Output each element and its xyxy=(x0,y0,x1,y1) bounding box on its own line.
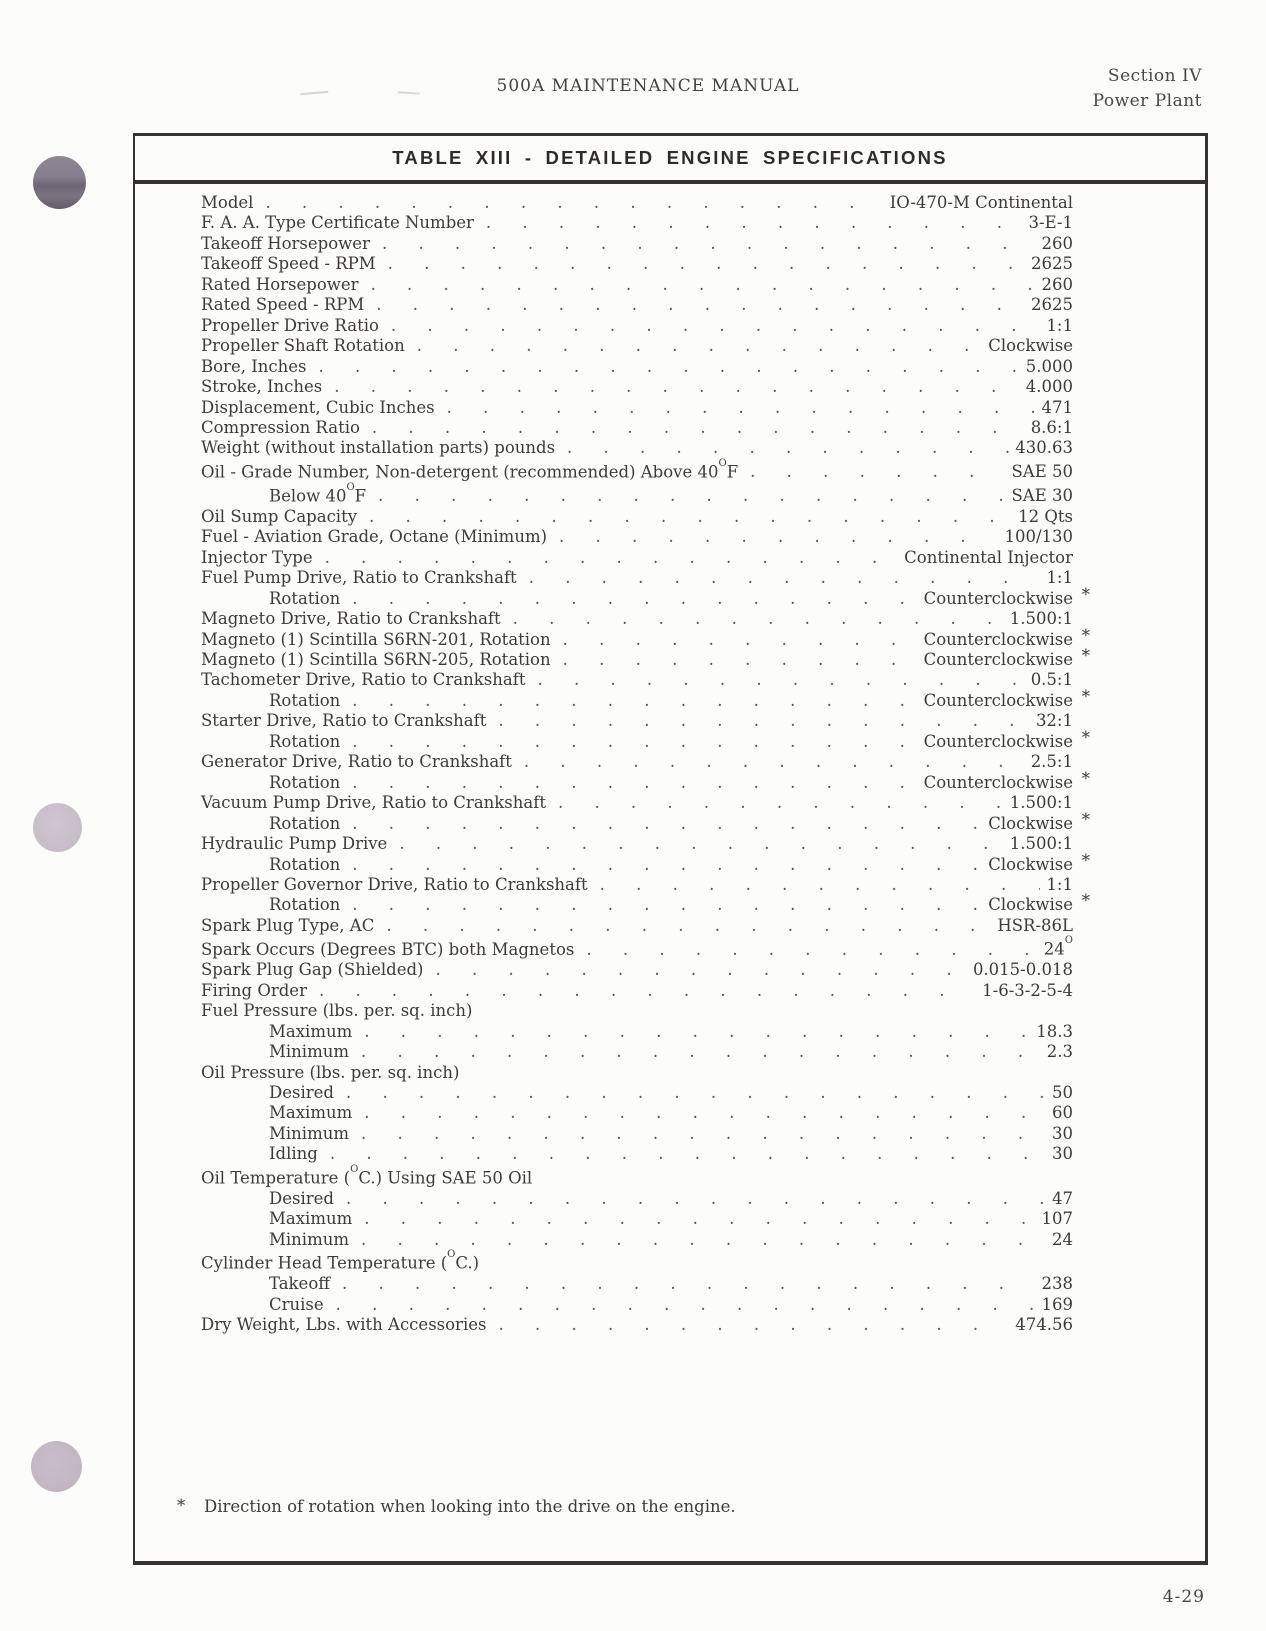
dot-leader xyxy=(318,357,1019,377)
footnote xyxy=(177,1497,736,1516)
spec-label: Injector Type xyxy=(201,547,313,567)
spec-row xyxy=(135,438,1205,458)
dot-leader xyxy=(524,752,1025,772)
spec-row xyxy=(135,1083,1205,1103)
dot-leader xyxy=(330,1144,1046,1164)
spec-value: 2.3 xyxy=(1046,1042,1073,1062)
dot-leader xyxy=(342,1274,1036,1294)
spec-label: Takeoff Horsepower xyxy=(201,233,370,253)
spec-value: 3-E-1 xyxy=(1028,213,1073,233)
spec-label: Rated Horsepower xyxy=(201,274,359,294)
pencil-mark xyxy=(398,83,421,95)
dot-leader xyxy=(563,650,918,670)
dot-leader xyxy=(352,814,982,834)
spec-label: Maximum xyxy=(269,1103,353,1123)
spec-label: Fuel Pump Drive, Ratio to Crankshaft xyxy=(201,568,517,588)
dot-leader xyxy=(558,793,1004,813)
spec-label: Minimum xyxy=(269,1042,349,1062)
page-number: 4-29 xyxy=(1162,1587,1205,1607)
dot-leader xyxy=(563,630,918,650)
spec-label: Propeller Governor Drive, Ratio to Crankshaft xyxy=(201,874,588,894)
spec-row xyxy=(135,527,1205,547)
spec-label: Rotation xyxy=(269,731,341,751)
dot-leader xyxy=(382,234,1036,254)
spec-label: Rated Speed - RPM xyxy=(201,295,365,315)
spec-value: Counterclockwise xyxy=(923,731,1073,751)
spec-label: Firing Order xyxy=(201,980,307,1000)
spec-value: 1:1 xyxy=(1046,315,1073,335)
dot-leader xyxy=(325,548,899,568)
superscript-o: O xyxy=(346,481,355,493)
spec-value: 260 xyxy=(1041,233,1073,253)
spec-value: Clockwise xyxy=(988,895,1073,915)
spec-value: 1-6-3-2-5-4 xyxy=(982,980,1073,1000)
spec-value: SAE 30 xyxy=(1011,486,1073,506)
rotation-footnote-marker: * xyxy=(1081,727,1090,747)
rotation-footnote-marker: * xyxy=(1081,891,1090,911)
spec-label: Idling xyxy=(269,1144,318,1164)
spec-value: 18.3 xyxy=(1036,1021,1073,1041)
spec-label: Spark Plug Gap (Shielded) xyxy=(201,960,424,980)
spec-value: 1.500:1 xyxy=(1009,793,1073,813)
spec-label: Rotation xyxy=(269,895,341,915)
spec-label: Rotation xyxy=(269,588,341,608)
dot-leader xyxy=(417,336,983,356)
spec-value: 1.500:1 xyxy=(1009,834,1073,854)
spec-row xyxy=(135,625,1205,650)
spec-label: Desired xyxy=(269,1188,334,1208)
spec-label: Starter Drive, Ratio to Crankshaft xyxy=(201,711,487,731)
spec-value: SAE 50 xyxy=(1011,462,1073,482)
spec-row xyxy=(135,1165,1205,1189)
spec-row xyxy=(135,483,1205,507)
spec-value: 8.6:1 xyxy=(1030,417,1073,437)
spec-row xyxy=(135,418,1205,438)
section-header xyxy=(1093,64,1202,114)
dot-leader xyxy=(364,1022,1030,1042)
spec-label: Dry Weight, Lbs. with Accessories xyxy=(201,1314,487,1334)
spec-row xyxy=(135,193,1205,213)
spec-label: Magneto Drive, Ratio to Crankshaft xyxy=(201,609,501,629)
spec-label: Takeoff Speed - RPM xyxy=(201,254,376,274)
spec-row xyxy=(135,459,1205,483)
punch-hole xyxy=(33,156,86,209)
spec-row xyxy=(135,875,1205,895)
spec-row xyxy=(135,670,1205,690)
dot-leader xyxy=(750,462,1005,482)
spec-value: Clockwise xyxy=(988,336,1073,356)
spec-row xyxy=(135,850,1205,875)
spec-value: 2625 xyxy=(1031,254,1073,274)
spec-label: Maximum xyxy=(269,1209,353,1229)
dot-leader xyxy=(513,609,1004,629)
spec-row xyxy=(135,711,1205,731)
spec-label: Oil Sump Capacity xyxy=(201,506,358,526)
spec-row xyxy=(135,809,1205,834)
spec-value: 5.000 xyxy=(1025,356,1073,376)
spec-row xyxy=(135,357,1205,377)
dot-leader xyxy=(361,1042,1041,1062)
rotation-footnote-marker: * xyxy=(1081,850,1090,870)
spec-row xyxy=(135,377,1205,397)
rotation-footnote-marker: * xyxy=(1081,645,1090,665)
spec-value: 47 xyxy=(1052,1188,1073,1208)
spec-value: 1:1 xyxy=(1046,874,1073,894)
rotation-footnote-marker: * xyxy=(1081,809,1090,829)
spec-label: Stroke, Inches xyxy=(201,377,323,397)
dot-leader xyxy=(352,589,917,609)
spec-row xyxy=(135,548,1205,568)
superscript-o: O xyxy=(718,457,727,469)
dot-leader xyxy=(369,507,1012,527)
spec-label: Fuel - Aviation Grade, Octane (Minimum) xyxy=(201,527,548,547)
dot-leader xyxy=(352,773,917,793)
spec-label: Takeoff xyxy=(269,1274,330,1294)
dot-leader xyxy=(447,398,1036,418)
dot-leader xyxy=(391,316,1041,336)
spec-label: Bore, Inches xyxy=(201,356,307,376)
spec-label: Oil Temperature ($^O$C.) Using SAE 50 Oil xyxy=(201,1163,533,1188)
dot-leader xyxy=(567,438,1009,458)
spec-label: Rotation xyxy=(269,690,341,710)
spec-value: 1.500:1 xyxy=(1009,609,1073,629)
rotation-footnote-marker: * xyxy=(1081,686,1090,706)
rotation-footnote-marker: * xyxy=(1081,768,1090,788)
dot-leader xyxy=(378,486,1005,506)
spec-value: 60 xyxy=(1052,1103,1073,1123)
superscript-o: O xyxy=(447,1249,456,1261)
spec-value: 50 xyxy=(1052,1082,1073,1102)
spec-row xyxy=(135,727,1205,752)
spec-value: 474.56 xyxy=(1015,1314,1073,1334)
dot-leader xyxy=(586,940,1037,960)
rotation-footnote-marker: * xyxy=(1081,584,1090,604)
spec-value: 0.5:1 xyxy=(1030,670,1073,690)
punch-hole xyxy=(31,1441,82,1492)
superscript-o: O xyxy=(350,1163,359,1175)
spec-value: 260 xyxy=(1041,274,1073,294)
spec-value: HSR-86L xyxy=(997,915,1073,935)
spec-value: Clockwise xyxy=(988,854,1073,874)
spec-row xyxy=(135,686,1205,711)
spec-row xyxy=(135,316,1205,336)
spec-value: IO-470-M Continental xyxy=(889,193,1073,212)
spec-row xyxy=(135,1209,1205,1229)
manual-title: 500A MAINTENANCE MANUAL xyxy=(496,76,800,96)
spec-row xyxy=(135,1295,1205,1315)
spec-label: F. A. A. Type Certificate Number xyxy=(201,213,474,233)
spec-label: Model xyxy=(201,193,254,212)
spec-value: Counterclockwise xyxy=(923,629,1073,649)
spec-row xyxy=(135,1144,1205,1164)
engine-specifications-table xyxy=(133,133,1208,1565)
footnote-asterisk: * xyxy=(177,1496,186,1515)
section-subject: Power Plant xyxy=(1092,91,1202,111)
spec-row xyxy=(135,1274,1205,1294)
spec-value: Clockwise xyxy=(988,813,1073,833)
spec-label: Oil - Grade Number, Non-detergent (recommended) Above $40^OF$ xyxy=(201,457,739,482)
spec-row xyxy=(135,398,1205,418)
punch-hole xyxy=(33,803,82,852)
spec-label: Maximum xyxy=(269,1021,353,1041)
spec-value: 2.5:1 xyxy=(1030,752,1073,772)
rotation-footnote-marker: * xyxy=(1081,625,1090,645)
dot-leader xyxy=(352,691,917,711)
spec-value: 12 Qts xyxy=(1018,506,1073,526)
spec-row xyxy=(135,234,1205,254)
spec-label: Spark Occurs (Degrees BTC) both Magnetos xyxy=(201,939,575,959)
spec-value: 30 xyxy=(1052,1123,1073,1143)
dot-leader xyxy=(435,960,966,980)
spec-label: Rotation xyxy=(269,813,341,833)
spec-value: 24 xyxy=(1052,1229,1073,1249)
dot-leader xyxy=(336,1295,1036,1315)
spec-value: 430.63 xyxy=(1015,438,1073,458)
dot-leader xyxy=(559,527,998,547)
spec-rows xyxy=(135,184,1205,1335)
dot-leader xyxy=(386,916,991,936)
dot-leader xyxy=(498,711,1030,731)
spec-label: Vacuum Pump Drive, Ratio to Crankshaft xyxy=(201,793,546,813)
spec-label: Cylinder Head Temperature ($^O$C.) xyxy=(201,1249,480,1273)
spec-row xyxy=(135,295,1205,315)
spec-row xyxy=(135,645,1205,670)
spec-row xyxy=(135,1042,1205,1062)
spec-row xyxy=(135,1315,1205,1335)
spec-label: Tachometer Drive, Ratio to Crankshaft xyxy=(201,670,526,690)
spec-row xyxy=(135,568,1205,588)
dot-leader xyxy=(600,875,1041,895)
dot-leader xyxy=(537,670,1024,690)
dot-leader xyxy=(352,732,917,752)
dot-leader xyxy=(486,213,1023,233)
spec-label: Displacement, Cubic Inches xyxy=(201,397,435,417)
dot-leader xyxy=(371,275,1036,295)
footnote-text: Direction of rotation when looking into the drive on the engine. xyxy=(204,1497,736,1516)
spec-row xyxy=(135,507,1205,527)
spec-label: Rotation xyxy=(269,772,341,792)
dot-leader xyxy=(376,295,1025,315)
spec-value: 471 xyxy=(1041,397,1073,417)
dot-leader xyxy=(399,834,1003,854)
spec-row xyxy=(135,1230,1205,1250)
spec-label: Compression Ratio xyxy=(201,417,360,437)
spec-label: Minimum xyxy=(269,1123,349,1143)
table-title: TABLE XIII - DETAILED ENGINE SPECIFICATIONS xyxy=(135,136,1205,184)
spec-label: Propeller Drive Ratio xyxy=(201,315,379,335)
spec-row xyxy=(135,768,1205,793)
dot-leader xyxy=(265,193,883,213)
spec-label: Minimum xyxy=(269,1229,349,1249)
spec-value: 238 xyxy=(1041,1274,1073,1294)
spec-row xyxy=(135,916,1205,936)
spec-label: Fuel Pressure (lbs. per. sq. inch) xyxy=(201,1001,473,1021)
spec-row xyxy=(135,936,1205,960)
spec-row xyxy=(135,891,1205,915)
spec-value: 1:1 xyxy=(1046,568,1073,588)
spec-value: Continental Injector xyxy=(904,547,1073,567)
spec-value: Counterclockwise xyxy=(923,690,1073,710)
superscript-o: O xyxy=(1064,935,1073,947)
spec-row xyxy=(135,1189,1205,1209)
dot-leader xyxy=(498,1315,1009,1335)
spec-row xyxy=(135,275,1205,295)
dot-leader xyxy=(372,418,1025,438)
spec-label: Below $40^OF$ xyxy=(269,481,367,506)
spec-value: Counterclockwise xyxy=(923,588,1073,608)
dot-leader xyxy=(319,981,976,1001)
spec-row xyxy=(135,1103,1205,1123)
spec-label: Hydraulic Pump Drive xyxy=(201,834,388,854)
spec-row xyxy=(135,213,1205,233)
dot-leader xyxy=(346,1083,1046,1103)
dot-leader xyxy=(346,1189,1046,1209)
spec-value: 0.015-0.018 xyxy=(972,960,1073,980)
spec-row xyxy=(135,1063,1205,1083)
dot-leader xyxy=(529,568,1041,588)
spec-label: Cruise xyxy=(269,1294,324,1314)
spec-value: 4.000 xyxy=(1025,377,1073,397)
spec-value: Counterclockwise xyxy=(923,649,1073,669)
spec-value: 32:1 xyxy=(1035,711,1073,731)
dot-leader xyxy=(334,377,1019,397)
spec-row xyxy=(135,1124,1205,1144)
spec-row xyxy=(135,1022,1205,1042)
spec-value: 169 xyxy=(1041,1294,1073,1314)
spec-label: Spark Plug Type, AC xyxy=(201,915,375,935)
spec-value: 30 xyxy=(1052,1144,1073,1164)
dot-leader xyxy=(352,855,982,875)
section-label: Section IV xyxy=(1107,66,1202,86)
spec-row xyxy=(135,336,1205,356)
spec-label: Oil Pressure (lbs. per. sq. inch) xyxy=(201,1062,460,1082)
dot-leader xyxy=(361,1124,1046,1144)
spec-row xyxy=(135,1250,1205,1274)
dot-leader xyxy=(388,254,1025,274)
spec-row xyxy=(135,752,1205,772)
spec-label: Rotation xyxy=(269,854,341,874)
spec-label: Propeller Shaft Rotation xyxy=(201,336,405,356)
dot-leader xyxy=(352,895,982,915)
spec-value: $24^O$ xyxy=(1043,935,1073,959)
spec-label: Magneto (1) Scintilla S6RN-201, Rotation xyxy=(201,629,551,649)
dot-leader xyxy=(361,1230,1046,1250)
spec-row xyxy=(135,254,1205,274)
spec-row xyxy=(135,609,1205,629)
spec-row xyxy=(135,834,1205,854)
spec-row xyxy=(135,981,1205,1001)
dot-leader xyxy=(364,1209,1035,1229)
spec-label: Weight (without installation parts) pounds xyxy=(201,438,556,458)
dot-leader xyxy=(364,1103,1046,1123)
spec-label: Magneto (1) Scintilla S6RN-205, Rotation xyxy=(201,649,551,669)
spec-value: 2625 xyxy=(1031,295,1073,315)
spec-row xyxy=(135,584,1205,609)
spec-row xyxy=(135,793,1205,813)
spec-label: Generator Drive, Ratio to Crankshaft xyxy=(201,752,512,772)
spec-value: 107 xyxy=(1041,1209,1073,1229)
spec-value: 100/130 xyxy=(1004,527,1073,547)
spec-row xyxy=(135,960,1205,980)
spec-value: Counterclockwise xyxy=(923,772,1073,792)
spec-row xyxy=(135,1001,1205,1021)
spec-label: Desired xyxy=(269,1082,334,1102)
